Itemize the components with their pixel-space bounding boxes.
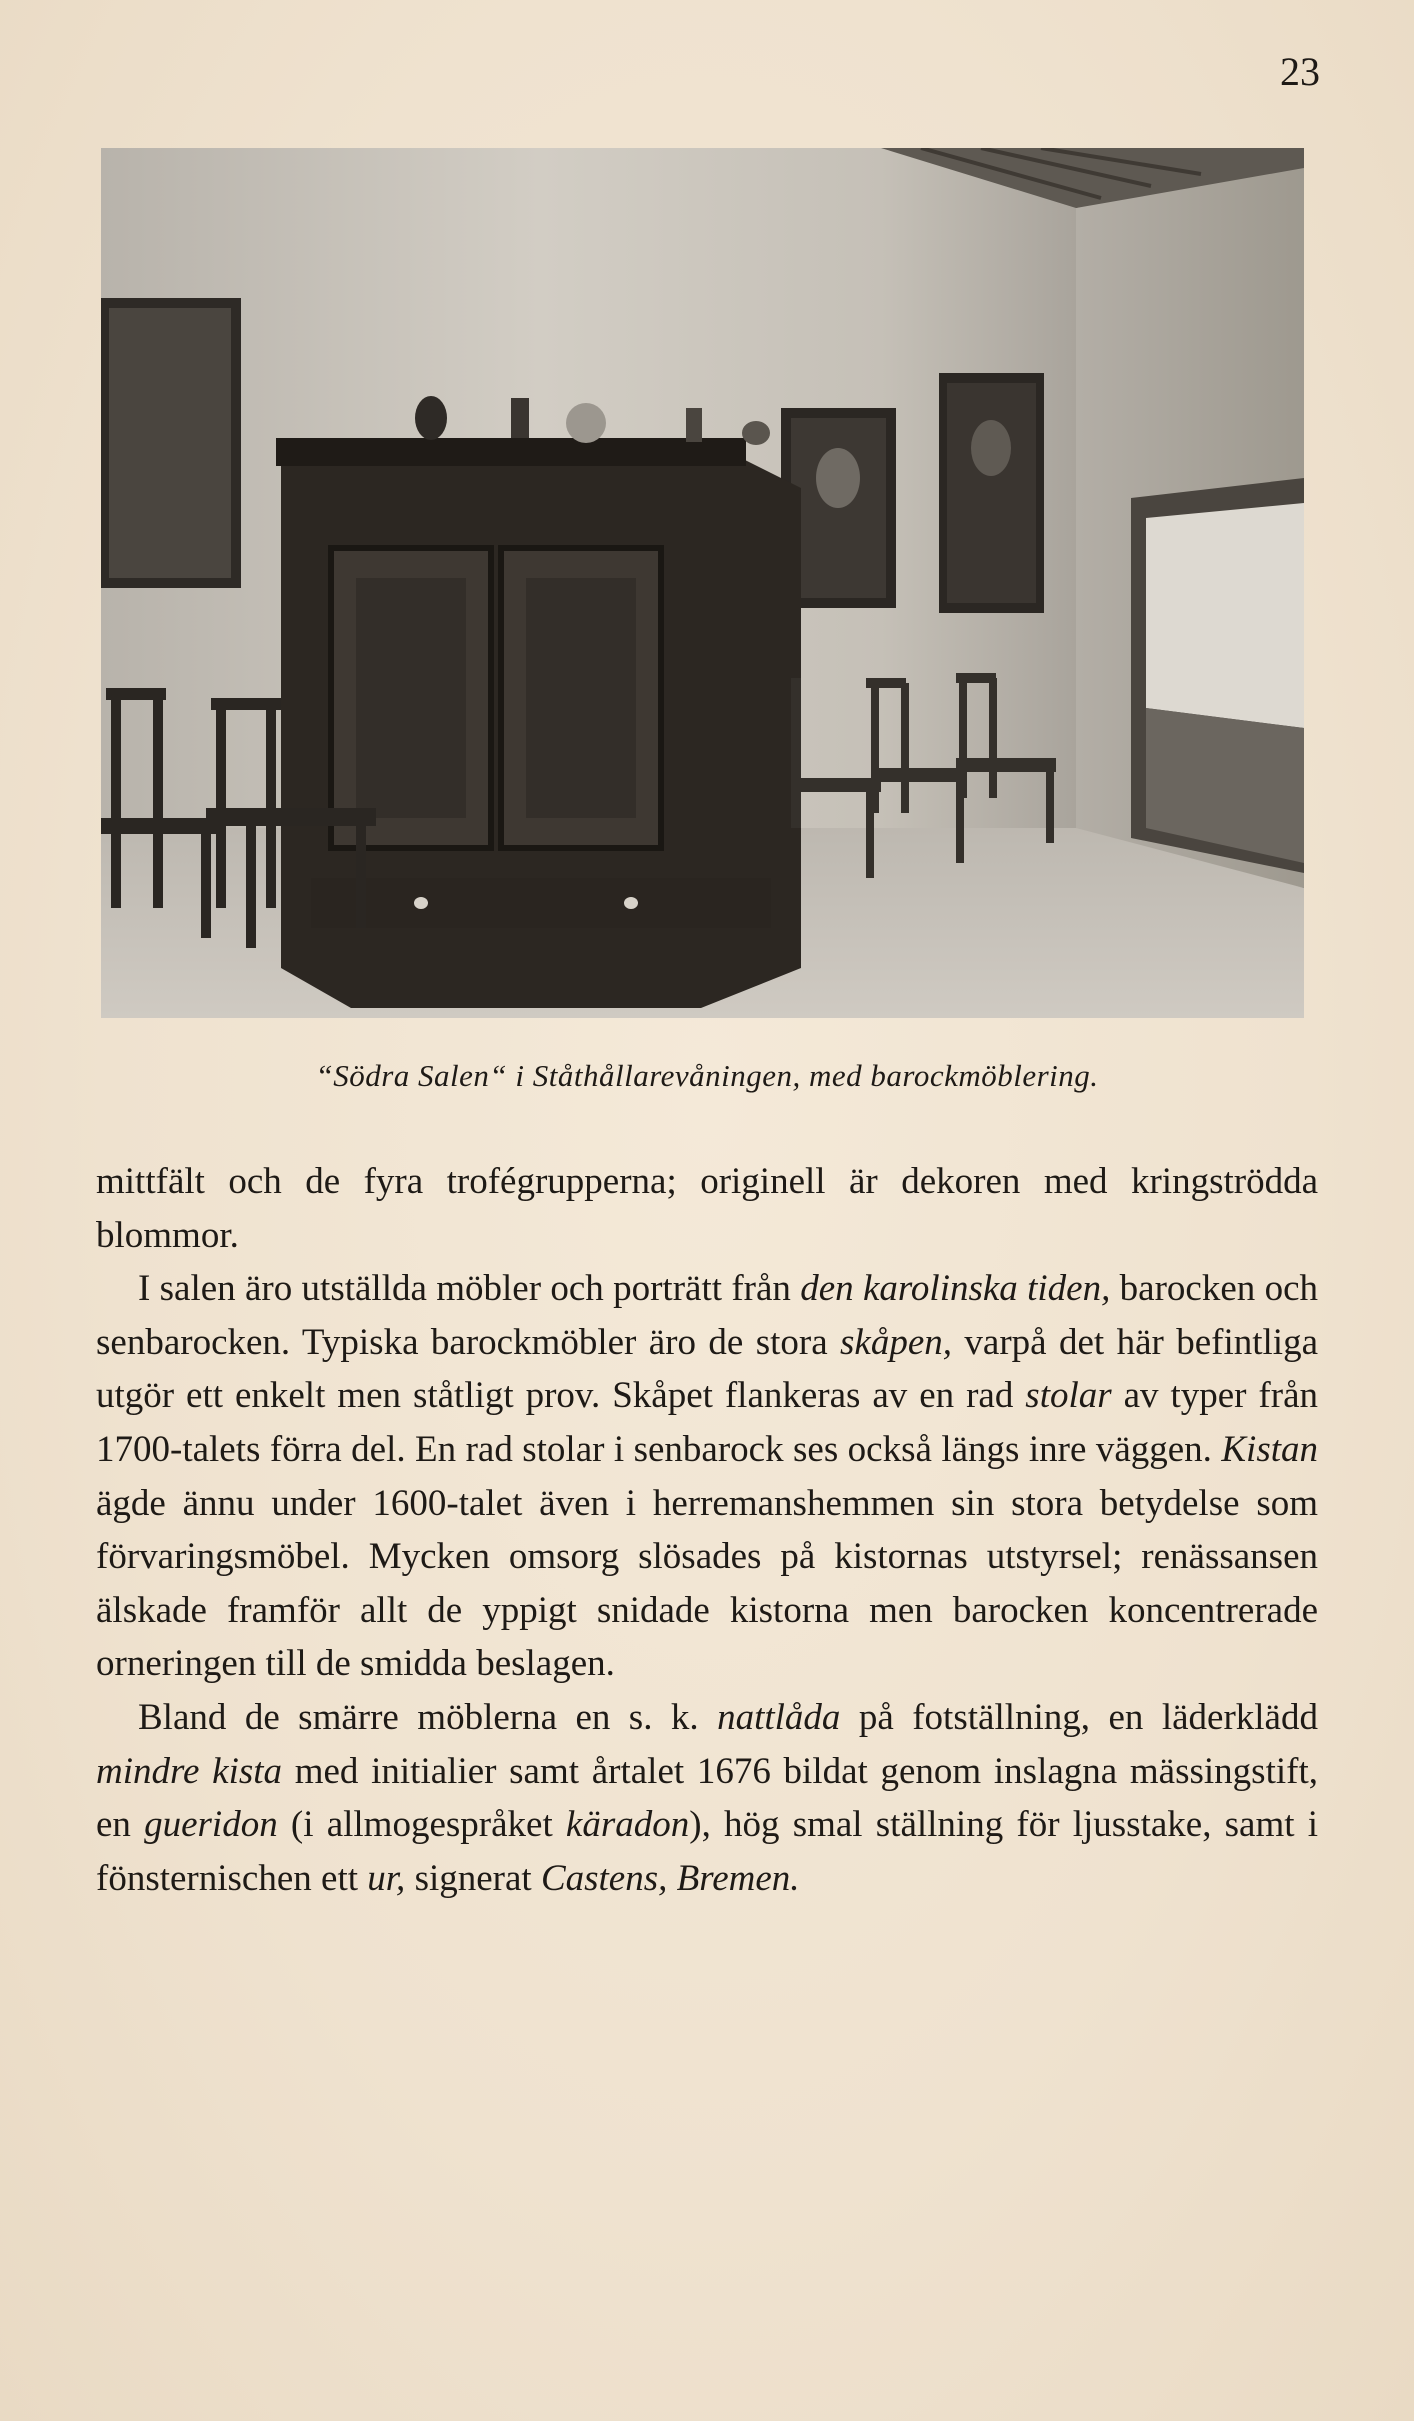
italic-text: gueridon — [144, 1804, 278, 1846]
italic-text: den karolinska tiden, — [800, 1268, 1111, 1310]
text-run: ), hög smal ställning för ljusstake, samt i fönsternischen ett — [96, 1804, 1318, 1899]
text-run: barocken och senbarocken. Typiska barockmöbler äro de stora — [96, 1268, 1318, 1363]
text-run: I salen äro utställda möbler och porträtt från — [138, 1268, 801, 1310]
text-run: ägde ännu under 1600-talet även i herremanshemmen sin stora betydelse som förvaringsmöbel. Mycken omsorg slösades på kistornas utstyrsel; renässansen älskade framför allt de yppigt snidade kistorna men barocken koncentrerade orneringen till de smidda beslagen. — [96, 1482, 1318, 1685]
text-run: av typer från 1700-talets förra del. En rad stolar i senbarock ses också längs inre väggen. — [96, 1375, 1318, 1470]
italic-text: nattlåda — [717, 1696, 841, 1738]
italic-text: mindre kista — [96, 1750, 283, 1792]
body-text — [96, 1155, 1318, 1905]
paragraph — [96, 1691, 1318, 1905]
text-run: varpå det här befintliga utgör ett enkelt men ståtligt prov. Skåpet flankeras av en rad — [96, 1321, 1318, 1417]
paragraph — [96, 1155, 1318, 1262]
photo-caption: “Södra Salen“ i Ståthållarevåningen, med barockmöblering. — [315, 1058, 1099, 1093]
photograph-icon — [101, 148, 1304, 1018]
italic-text: käradon — [565, 1804, 690, 1846]
paragraph — [96, 1262, 1318, 1691]
italic-text: Castens, Bremen. — [540, 1857, 800, 1899]
italic-text: stolar — [1025, 1375, 1112, 1417]
page-number: 23 — [1280, 49, 1320, 94]
text-run: med initialier samt årtalet 1676 bildat genom inslagna mässingstift, en — [96, 1750, 1318, 1846]
room-photograph — [101, 148, 1304, 1018]
italic-text: skåpen, — [840, 1321, 953, 1363]
text-run: mittfält och de fyra trofégrupperna; originell är dekoren med kringströdda blommor. — [96, 1161, 1318, 1256]
text-run: Bland de smärre möblerna en s. k. — [138, 1696, 718, 1738]
text-run: signerat — [405, 1857, 541, 1899]
text-run: (i allmogespråket — [277, 1804, 566, 1846]
text-run: på fotställning, en läderklädd — [840, 1696, 1318, 1738]
italic-text: ur, — [367, 1857, 406, 1899]
italic-text: Kistan — [1221, 1428, 1318, 1470]
